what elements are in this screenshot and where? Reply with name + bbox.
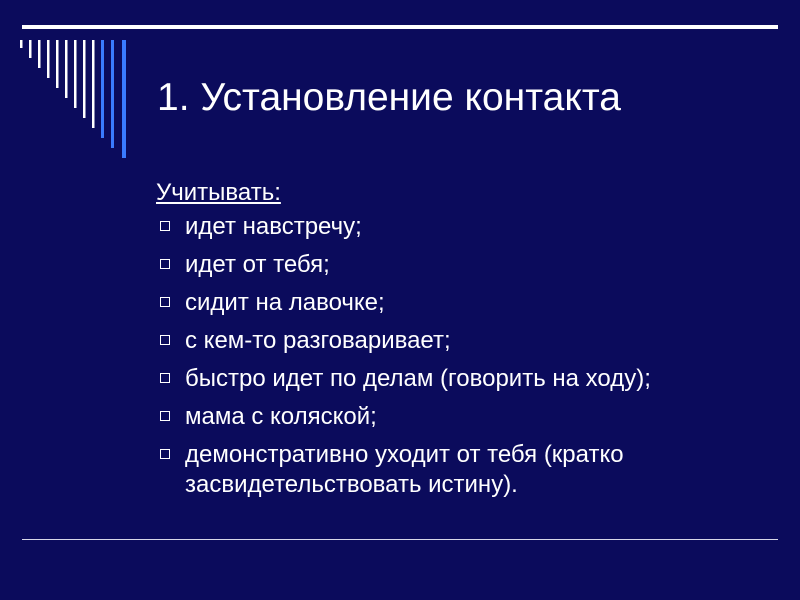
list-item-text: с кем-то разговаривает; [185,327,451,354]
stripe-12 [122,40,126,158]
list-item [156,250,756,280]
intro-label: Учитывать: [156,179,281,206]
square-bullet-icon [160,449,170,459]
stripe-10 [101,40,104,138]
stripe-4 [47,40,50,78]
decorative-stripes [0,0,160,170]
list-item [156,212,756,242]
stripe-3 [38,40,41,68]
list-item [156,402,756,432]
list-item-text: мама с коляской; [185,403,377,430]
list-item-text: идет навстречу; [185,213,362,240]
stripe-7 [74,40,77,108]
bullet-list [156,212,756,500]
square-bullet-icon [160,297,170,307]
list-item [156,364,756,394]
square-bullet-icon [160,259,170,269]
stripe-11 [111,40,114,148]
list-item-text: быстро идет по делам (говорить на ходу); [185,365,651,392]
stripe-8 [83,40,86,118]
square-bullet-icon [160,221,170,231]
stripe-5 [56,40,59,88]
list-item-text: демонстративно уходит от тебя (кратко засвидетельствовать истину). [185,441,624,498]
list-item-text: идет от тебя; [185,251,330,278]
stripe-9 [92,40,95,128]
list-item [156,326,756,356]
bottom-divider [22,539,778,540]
square-bullet-icon [160,373,170,383]
square-bullet-icon [160,335,170,345]
list-item-text: сидит на лавочке; [185,289,385,316]
stripe-2 [29,40,32,58]
stripe-6 [65,40,68,98]
square-bullet-icon [160,411,170,421]
stripe-1 [20,40,23,48]
list-item [156,440,756,500]
list-item [156,288,756,318]
slide-body [156,176,756,508]
slide-title: 1. Установление контакта [157,76,621,119]
